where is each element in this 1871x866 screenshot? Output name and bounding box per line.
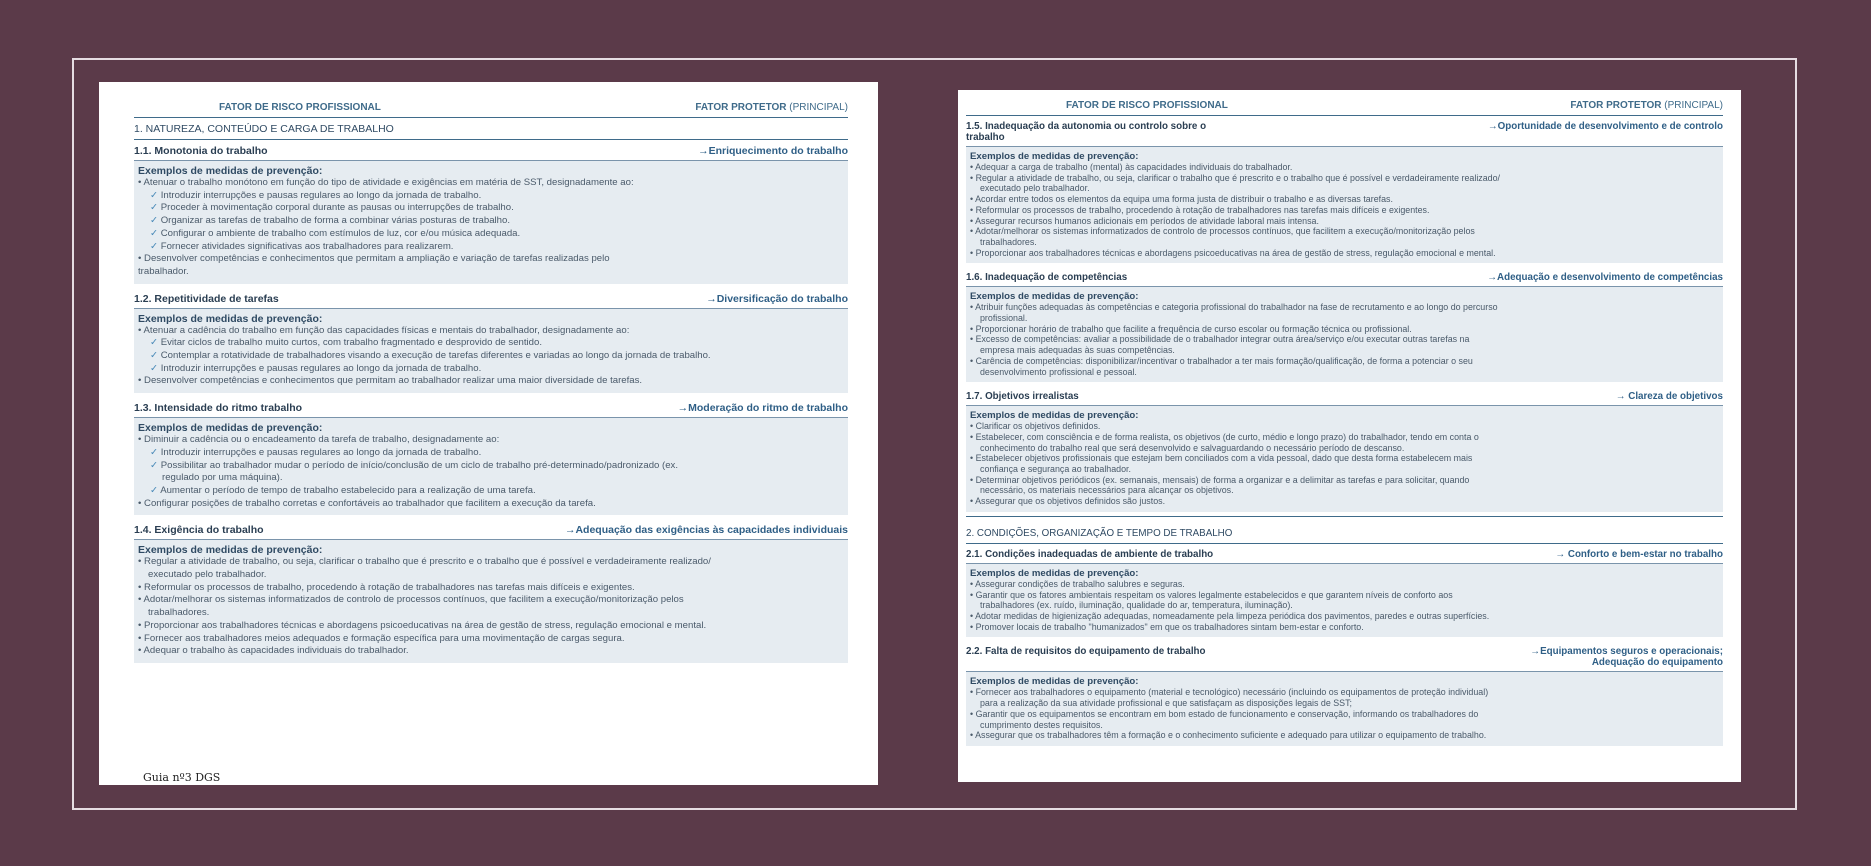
measure-line: • Reformular os processos de trabalho, procedendo à rotação de trabalhadores nas tarefas mais difíceis e exigentes.: [970, 205, 1719, 216]
risk-item-title: 1.4. Exigência do trabalho: [134, 524, 264, 537]
risk-item-heading: [966, 544, 1723, 564]
risk-item-title: 1.6. Inadequação de competências: [966, 272, 1128, 284]
checklist-item: ✓ Organizar as tarefas de trabalho de forma a combinar várias posturas de trabalho.: [138, 215, 844, 228]
measure-line: desenvolvimento profissional e pessoal.: [980, 366, 1137, 377]
measure-line: para a realização da sua atividade profissional e que satisfaçam as disposições legais de SST;: [980, 698, 1352, 709]
measure-line: • Adequar a carga de trabalho (mental) às capacidades individuais do trabalhador.: [970, 162, 1719, 173]
left-items: [134, 140, 848, 663]
checklist-item: ✓ Proceder à movimentação corporal durante as pausas ou interrupções de trabalho.: [138, 202, 844, 215]
examples-label: Exemplos de medidas de prevenção:: [970, 410, 1139, 422]
prevention-measures-box: [134, 418, 848, 515]
protector-factor-text: →Adequação das exigências às capacidades individuais: [564, 524, 848, 537]
measure-line: • Estabelecer objetivos profissionais que estejam bem conciliados com a vida pessoal, dado que desta forma estabelecem mais: [970, 453, 1719, 464]
measure-line: • Configurar posições de trabalho corretas e confortáveis ao trabalhador que facilitem a execução da tarefa.: [138, 498, 844, 511]
risk-item-heading: [134, 288, 848, 309]
measure-line: • Promover locais de trabalho "humanizados" em que os trabalhadores sintam bem-estar e conforto.: [970, 622, 1719, 633]
protector-factor-text: →Moderação do ritmo de trabalho: [677, 402, 848, 415]
checklist-item: ✓ Fornecer atividades significativas aos trabalhadores para realizarem.: [138, 241, 844, 254]
protector-factor-header: FATOR PROTETOR (PRINCIPAL): [695, 102, 848, 113]
protector-factor: [1530, 646, 1723, 668]
measure-line: • Diminuir a cadência ou o encadeamento da tarefa de trabalho, designadamente ao:: [138, 434, 844, 447]
measure-line: • Assegurar recursos humanos adicionais em períodos de atividade laboral mais intensa.: [970, 216, 1719, 227]
measure-line: • Regular a atividade de trabalho, ou seja, clarificar o trabalho que é prescrito e o trabalho que é possível e verdadeiramente realizado/: [138, 556, 844, 569]
column-header: [966, 100, 1723, 116]
examples-label: Exemplos de medidas de prevenção:: [970, 151, 1139, 162]
measure-line: trabalhador.: [138, 265, 189, 277]
measure-line: • Fornecer aos trabalhadores meios adequados e formação específica para uma movimentação de cargas segura.: [138, 633, 844, 646]
prevention-measures-box: [966, 287, 1723, 382]
risk-item-heading: [966, 641, 1723, 672]
measure-line: regulado por uma máquina).: [162, 472, 283, 484]
measure-line: • Adotar/melhorar os sistemas informatizados de controlo de processos contínuos, que facilitem a execução/monitorização pelos: [138, 594, 844, 607]
risk-item-title: 2.2. Falta de requisitos do equipamento de trabalho: [966, 646, 1206, 658]
examples-label: Exemplos de medidas de prevenção:: [138, 422, 323, 435]
protector-factor: [1616, 391, 1723, 402]
prevention-measures-box: [966, 564, 1723, 638]
measure-line: • Carência de competências: disponibilizar/incentivar o trabalhador a ter mais formação/qualificação, de forma a potenciar o seu: [970, 356, 1719, 367]
checklist-item: ✓ Contemplar a rotatividade de trabalhadores visando a execução de tarefas diferentes e variadas ao longo da jornada de trabalho.: [138, 350, 844, 363]
measure-line: trabalhadores (ex. ruído, iluminação, qualidade do ar, temperatura, iluminação).: [980, 600, 1293, 611]
measure-line: cumprimento destes requisitos.: [980, 719, 1103, 730]
measure-line: • Desenvolver competências e conhecimentos que permitam a ampliação e variação de tarefas realizadas pelo: [138, 253, 844, 266]
measure-line: • Desenvolver competências e conhecimentos que permitam ao trabalhador realizar uma maior diversidade de tarefas.: [138, 375, 844, 388]
checklist-item: ✓ Aumentar o período de tempo de trabalho estabelecido para a realização de uma tarefa.: [138, 485, 844, 498]
prevention-measures-box: [966, 406, 1723, 512]
protector-factor: [1555, 549, 1723, 560]
risk-item-heading: [134, 397, 848, 418]
measure-line: empresa mais adequadas às suas competências.: [980, 345, 1175, 356]
protector-factor-text: → Clareza de objetivos: [1615, 391, 1723, 403]
prevention-measures-box: [134, 161, 848, 284]
measure-line: executado pelo trabalhador.: [980, 183, 1090, 194]
measure-line: profissional.: [980, 313, 1028, 324]
protector-factor-text: →Equipamentos seguros e operacionais;: [1530, 646, 1723, 658]
checklist-item: ✓ Introduzir interrupções e pausas regulares ao longo da jornada de trabalho.: [138, 447, 844, 460]
protector-factor-text: → Conforto e bem-estar no trabalho: [1555, 548, 1723, 560]
measure-line: • Determinar objetivos periódicos (ex. semanais, mensais) de forma a organizar e a delimitar as tarefas e para solicitar, quando: [970, 475, 1719, 486]
checklist-item: ✓ Introduzir interrupções e pausas regulares ao longo da jornada de trabalho.: [138, 190, 844, 203]
measure-line: trabalhadores.: [148, 607, 210, 619]
risk-item-title: 1.1. Monotonia do trabalho: [134, 145, 268, 157]
protector-factor-text: →Diversificação do trabalho: [706, 292, 848, 305]
measure-line: executado pelo trabalhador.: [148, 569, 267, 581]
examples-label: Exemplos de medidas de prevenção:: [138, 544, 323, 557]
measure-line: • Assegurar que os trabalhadores têm a formação e o conhecimento suficiente e adequado para utilizar o equipamento de trabalho.: [970, 730, 1719, 741]
measure-line: confiança e segurança ao trabalhador.: [980, 464, 1131, 475]
protector-factor: [698, 145, 848, 157]
measure-line: • Clarificar os objetivos definidos.: [970, 421, 1719, 432]
examples-label: Exemplos de medidas de prevenção:: [970, 291, 1139, 303]
measure-line: • Adotar medidas de higienização adequadas, nomeadamente pela limpeza periódica dos pavimentos, paredes e outras superfícies.: [970, 611, 1719, 622]
examples-label: Exemplos de medidas de prevenção:: [138, 312, 323, 325]
measure-line: • Reformular os processos de trabalho, procedendo à rotação de trabalhadores nas tarefas mais difíceis e exigentes.: [138, 582, 844, 595]
section-title: 2. CONDIÇÕES, ORGANIZAÇÃO E TEMPO DE TRABALHO: [966, 523, 1723, 544]
right-items-b: [966, 544, 1723, 746]
measure-line: • Garantir que os fatores ambientais respeitam os valores legalmente estabelecidos e que garantem níveis de conforto aos: [970, 590, 1719, 601]
risk-factor-header: FATOR DE RISCO PROFISSIONAL: [219, 102, 381, 113]
measure-line: • Adequar o trabalho às capacidades individuais do trabalhador.: [138, 645, 844, 658]
risk-item-heading: [966, 267, 1723, 287]
examples-label: Exemplos de medidas de prevenção:: [970, 567, 1139, 579]
protector-factor-text: Adequação do equipamento: [1591, 657, 1723, 669]
footer-guide-label: Guia nº3 DGS: [143, 771, 221, 784]
risk-item-title: 1.5. Inadequação da autonomia ou controlo sobre o trabalho: [966, 121, 1207, 143]
risk-item-title: 1.3. Intensidade do ritmo trabalho: [134, 402, 303, 415]
measure-line: • Proporcionar aos trabalhadores técnicas e abordagens psicoeducativas na área de gestão de stress, regulação emocional e mental.: [138, 620, 844, 633]
risk-item-heading: [966, 116, 1723, 147]
risk-item-title: 1.7. Objetivos irrealistas: [966, 391, 1079, 403]
prevention-measures-box: [134, 309, 848, 394]
section-title: 1. NATUREZA, CONTEÚDO E CARGA DE TRABALHO: [134, 118, 848, 140]
measure-line: • Assegurar condições de trabalho salubres e seguras.: [970, 579, 1719, 590]
protector-factor: [1488, 121, 1723, 132]
examples-label: Exemplos de medidas de prevenção:: [970, 676, 1139, 688]
measure-line: • Acordar entre todos os elementos da equipa uma forma justa de distribuir o trabalho e as diversas tarefas.: [970, 194, 1719, 205]
checklist-item: ✓ Introduzir interrupções e pausas regulares ao longo da jornada de trabalho.: [138, 363, 844, 376]
measure-line: • Proporcionar aos trabalhadores técnicas e abordagens psicoeducativas na área de gestão de stress, regulação emocional e mental.: [970, 248, 1719, 259]
risk-item-title: 1.2. Repetitividade de tarefas: [134, 292, 279, 305]
measure-line: conhecimento do trabalho real que será desenvolvido e salvaguardando o necessário período de descanso.: [980, 442, 1405, 453]
protector-factor: [1487, 272, 1723, 283]
section-divider: [966, 516, 1723, 517]
measure-line: • Regular a atividade de trabalho, ou seja, clarificar o trabalho que é prescrito e o trabalho que é possível e verdadeiramente realizado/: [970, 173, 1719, 184]
risk-item-heading: [134, 519, 848, 540]
measure-line: • Atribuir funções adequadas às competências e categoria profissional do trabalhador na fase de recrutamento e ao longo do percurso: [970, 302, 1719, 313]
prevention-measures-box: [966, 672, 1723, 746]
right-items-a: [966, 116, 1723, 512]
examples-label: Exemplos de medidas de prevenção:: [138, 165, 323, 177]
protector-factor-text: →Enriquecimento do trabalho: [698, 145, 848, 157]
right-page: [958, 90, 1741, 782]
measure-line: • Estabelecer, com consciência e de forma realista, os objetivos (de curto, médio e longo prazo) do trabalhador, tendo em conta o: [970, 432, 1719, 443]
checklist-item: ✓ Evitar ciclos de trabalho muito curtos, com trabalho fragmentado e desprovido de sentido.: [138, 337, 844, 350]
risk-item-title: 2.1. Condições inadequadas de ambiente de trabalho: [966, 548, 1214, 560]
prevention-measures-box: [134, 540, 848, 663]
risk-factor-header: FATOR DE RISCO PROFISSIONAL: [1066, 100, 1228, 111]
protector-factor: [678, 402, 848, 414]
risk-item-heading: [134, 140, 848, 161]
column-header: [134, 102, 848, 118]
measure-line: • Atenuar a cadência do trabalho em função das capacidades físicas e mentais do trabalhador, designadamente ao:: [138, 325, 844, 338]
left-page: [99, 82, 878, 785]
measure-line: • Assegurar que os objetivos definidos são justos.: [970, 496, 1719, 507]
measure-line: • Adotar/melhorar os sistemas informatizados de controlo de processos contínuos, que facilitem a execução/monitorização pelos: [970, 226, 1719, 237]
protector-factor-text: →Oportunidade de desenvolvimento e de controlo: [1487, 121, 1723, 132]
risk-item-heading: [966, 386, 1723, 406]
measure-line: trabalhadores.: [980, 236, 1037, 247]
checklist-item: ✓ Possibilitar ao trabalhador mudar o período de início/conclusão de um ciclo de trabalho pré-determinado/padronizado (ex.: [138, 460, 844, 473]
measure-line: necessário, os materiais necessários para alcançar os objetivos.: [980, 485, 1234, 496]
measure-line: • Garantir que os equipamentos se encontram em bom estado de funcionamento e conservação, informando os trabalhadores do: [970, 709, 1719, 720]
measure-line: • Proporcionar horário de trabalho que facilite a frequência de curso escolar ou formação técnica ou profissional.: [970, 324, 1719, 335]
measure-line: • Fornecer aos trabalhadores o equipamento (material e tecnológico) necessário (incluindo os equipamentos de proteção individual): [970, 687, 1719, 698]
prevention-measures-box: [966, 147, 1723, 263]
measure-line: • Atenuar o trabalho monótono em função do tipo de atividade e exigências em matéria de SST, designadamente ao:: [138, 177, 844, 190]
protector-factor: [706, 293, 848, 305]
protector-factor-header: FATOR PROTETOR (PRINCIPAL): [1570, 100, 1723, 111]
protector-factor-text: →Adequação e desenvolvimento de competências: [1487, 272, 1723, 284]
measure-line: • Excesso de competências: avaliar a possibilidade de o trabalhador integrar outra área/serviço e/ou executar outras tarefas na: [970, 334, 1719, 345]
checklist-item: ✓ Configurar o ambiente de trabalho com estímulos de luz, cor e/ou música adequada.: [138, 228, 844, 241]
protector-factor: [565, 524, 848, 536]
